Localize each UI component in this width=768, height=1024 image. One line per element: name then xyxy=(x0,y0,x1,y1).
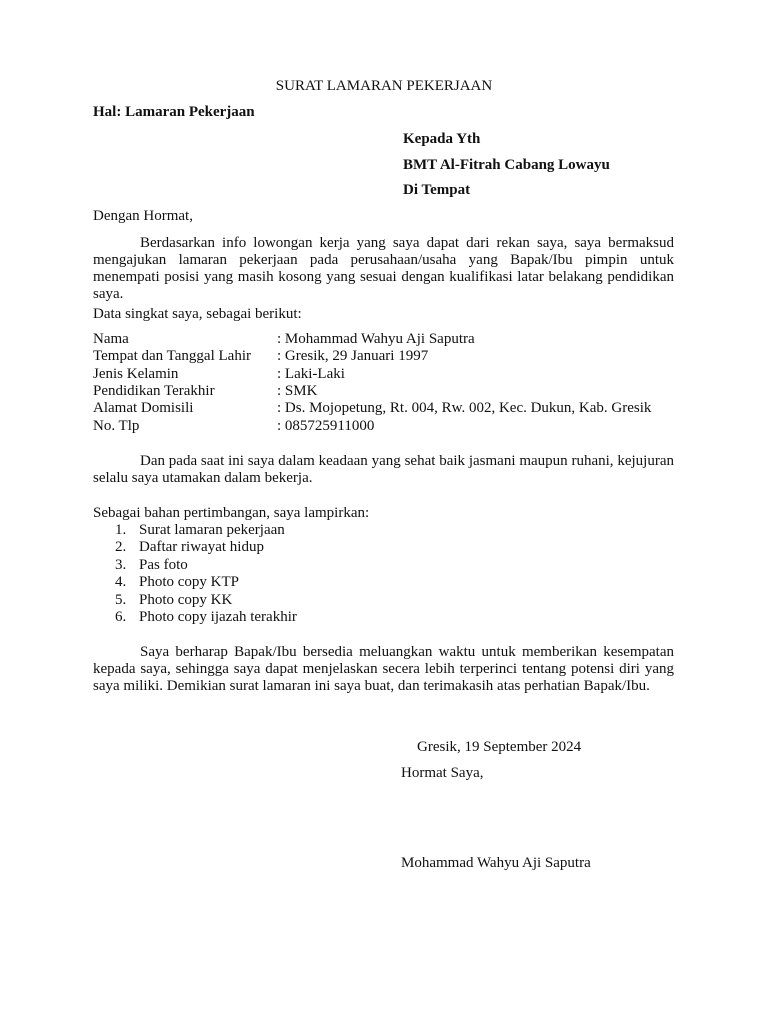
data-value: : Gresik, 29 Januari 1997 xyxy=(277,348,429,364)
list-item xyxy=(115,522,285,539)
data-label: Alamat Domisili xyxy=(93,400,194,416)
data-value: : Ds. Mojopetung, Rt. 004, Rw. 002, Kec. Dukun, Kab. Gresik xyxy=(277,400,652,416)
list-item xyxy=(115,592,232,609)
list-item xyxy=(115,574,239,591)
list-text: Photo copy KTP xyxy=(139,574,240,590)
attachments-intro: Sebagai bahan pertimbangan, saya lampirkan: xyxy=(93,505,370,521)
data-label: Jenis Kelamin xyxy=(93,366,179,382)
place-date: Gresik, 19 September 2024 xyxy=(417,739,582,755)
health-paragraph-text: Dan pada saat ini saya dalam keadaan yang sehat baik jasmani maupun ruhani, kejujuran selalu saya utamakan dalam bekerja. xyxy=(93,453,674,486)
closing-paragraph-text: Saya berharap Bapak/Ibu bersedia meluangkan waktu untuk memberikan kesempatan kepada saya, sehingga saya dapat menjelaskan secera lebih terperinci tentang potensi diri yang saya miliki. Demikian surat lamaran ini saya buat, dan terimakasih atas perhatian Bapak/Ibu. xyxy=(93,644,674,694)
list-number: 3. xyxy=(115,557,127,573)
list-number: 5. xyxy=(115,592,127,608)
list-text: Daftar riwayat hidup xyxy=(139,539,264,555)
list-number: 2. xyxy=(115,539,127,555)
letter-subject: Hal: Lamaran Pekerjaan xyxy=(93,104,255,120)
data-value: : SMK xyxy=(277,383,318,399)
closing-paragraph xyxy=(93,644,674,695)
greeting: Dengan Hormat, xyxy=(93,208,193,224)
data-intro: Data singkat saya, sebagai berikut: xyxy=(93,306,302,322)
intro-paragraph-text: Berdasarkan info lowongan kerja yang saya dapat dari rekan saya, saya bermaksud mengajukan lamaran pekerjaan pada perusahaan/usaha yang Bapak/Ibu pimpin untuk menempati posisi yang masih kosong yang sesuai dengan kualifikasi latar belakang pendidikan saya. xyxy=(93,235,674,302)
data-label: Pendidikan Terakhir xyxy=(93,383,215,399)
data-label: Tempat dan Tanggal Lahir xyxy=(93,348,251,364)
list-text: Pas foto xyxy=(139,557,188,573)
list-number: 6. xyxy=(115,609,127,625)
regards: Hormat Saya, xyxy=(401,765,484,781)
data-label: Nama xyxy=(93,331,129,347)
list-text: Surat lamaran pekerjaan xyxy=(139,522,285,538)
recipient-line-3: Di Tempat xyxy=(403,182,471,198)
recipient-line-2: BMT Al-Fitrah Cabang Lowayu xyxy=(403,157,610,173)
signatory-name: Mohammad Wahyu Aji Saputra xyxy=(401,855,591,871)
health-paragraph xyxy=(93,453,674,487)
recipient-line-1: Kepada Yth xyxy=(403,131,481,147)
list-number: 1. xyxy=(115,522,127,538)
data-label: No. Tlp xyxy=(93,418,140,434)
intro-paragraph xyxy=(93,235,674,303)
letter-title: SURAT LAMARAN PEKERJAAN xyxy=(275,78,493,94)
list-text: Photo copy KK xyxy=(139,592,233,608)
data-value: : Laki-Laki xyxy=(277,366,345,382)
list-text: Photo copy ijazah terakhir xyxy=(139,609,297,625)
list-number: 4. xyxy=(115,574,127,590)
list-item xyxy=(115,609,297,626)
data-value: : 085725911000 xyxy=(277,418,375,434)
list-item xyxy=(115,539,264,556)
list-item xyxy=(115,557,188,574)
data-value: : Mohammad Wahyu Aji Saputra xyxy=(277,331,475,347)
